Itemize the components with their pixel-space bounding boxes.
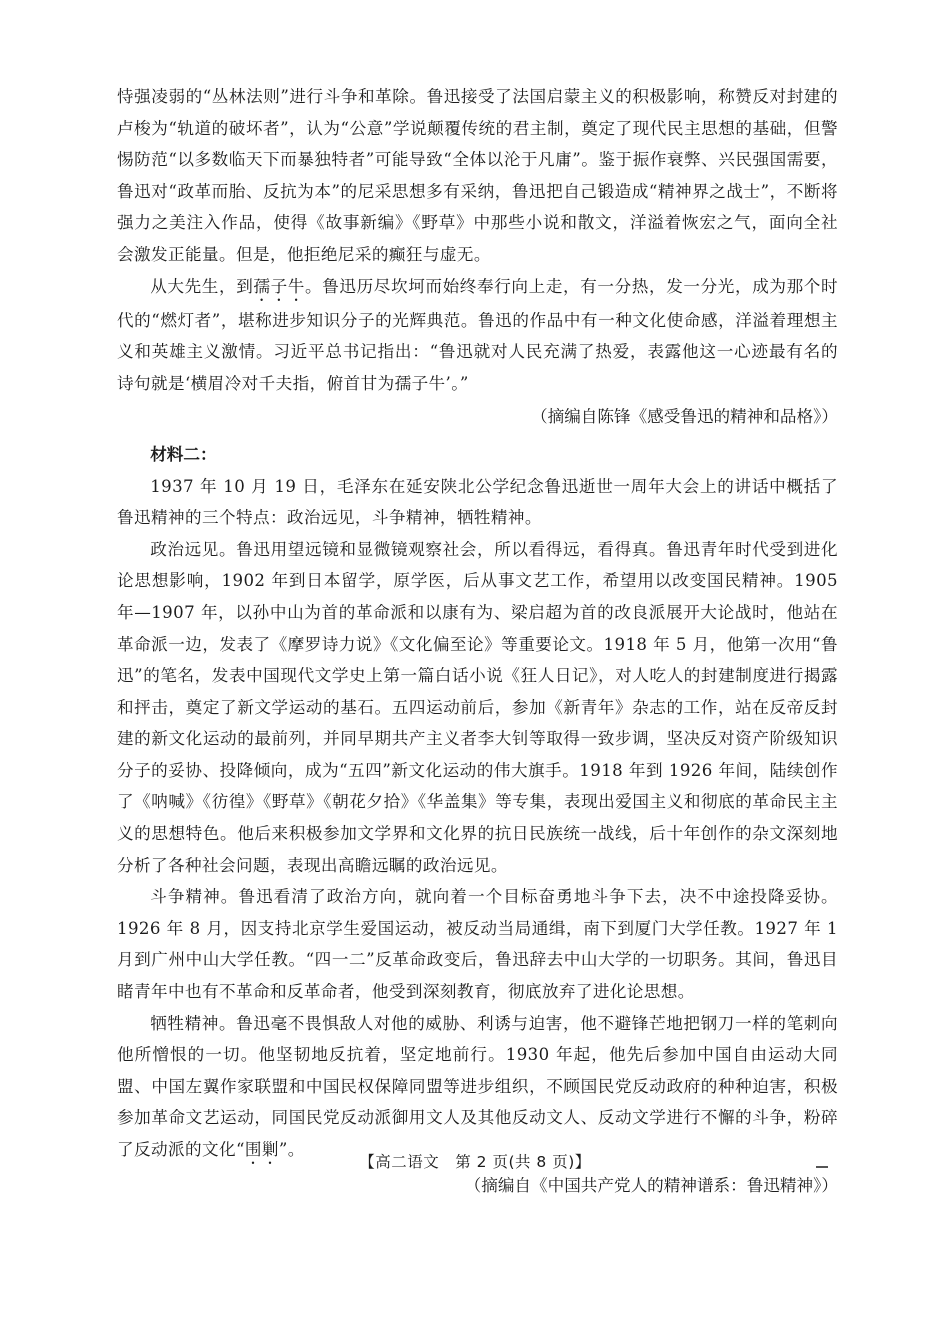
paragraph-sacrifice-lead: 牺牲精神。鲁迅毫不畏惧敌人对他的威胁、利诱与迫害，他不避锋芒地把钢刀一样的笔刺向他所憎恨的一切。他坚韧地反抗着，坚定地前行。1930 年起，他先后参加中国自由运动大同盟、中国左翼作家联盟和中国民权保障同盟等进步组织，不顾国民党反动政府的种种迫害，积极参加革命文艺运动，同国民党反动派御用文人及其他反动文人、反动文学进行不懈的斗争，粉碎了反动派的文化“ (117, 1013, 838, 1159)
material-two-paragraph-1: 1937 年 10 月 19 日，毛泽东在延安陕北公学纪念鲁迅逝世一周年大会上的讲话中概括了鲁迅精神的三个特点：政治远见，斗争精神，牺牲精神。 (117, 476, 838, 528)
material-one-source: （摘编自陈锋《感受鲁迅的精神和品格》） (531, 407, 838, 427)
material-two-paragraph-sacrifice-spirit (117, 1008, 838, 1168)
paragraph-2-lead: 从大先生，到 (150, 276, 254, 296)
material-one-paragraph-2 (117, 271, 838, 400)
scan-mark (816, 1166, 828, 1168)
material-two-paragraph-fighting-spirit: 斗争精神。鲁迅看清了政治方向，就向着一个目标奋勇地斗争下去，决不中途投降妥协。1926 年 8 月，因支持北京学生爱国运动，被反动当局通缉，南下到厦门大学任教。1927 年 1 月到广州中山大学任教。“四一二”反革命政变后，鲁迅辞去中山大学的一切职务。其间，鲁迅目睹青年中也有不革命和反革命者，他受到深刻教育，彻底放弃了进化论思想。 (117, 887, 838, 1002)
paragraph-2-body: 。鲁迅历尽坎坷而始终奉行向上走，有一分热，发一分光，成为那个时代的“燃灯者”，堪称进步知识分子的光辉典范。鲁迅的作品中有一种文化使命感，洋溢着理想主义和英雄主义激情。习近平总书记指出：“鲁迅就对人民充满了热爱，表露他这一心迹最有名的诗句就是‘横眉冷对千夫指，俯首甘为孺子牛’。” (117, 276, 838, 393)
paragraph-sacrifice-end: ”。 (278, 1140, 305, 1159)
material-two-paragraph-political-vision: 政治远见。鲁迅用望远镜和显微镜观察社会，所以看得远，看得真。鲁迅青年时代受到进化论思想影响，1902 年到日本留学，原学医，后从事文艺工作，希望用以改变国民精神。1905 年—1907 年，以孙中山为首的革命派和以康有为、梁启超为首的改良派展开大论战时，他站在革命派一边，发表了《摩罗诗力说》《文化偏至论》等重要论文。1918 年 5 月，他第一次用“鲁迅”的笔名，发表中国现代文学史上第一篇白话小说《狂人日记》，对人吃人的封建制度进行揭露和抨击，奠定了新文学运动的基石。五四运动前后，参加《新青年》杂志的工作，站在反帝反封建的新文化运动的最前列，并同早期共产主义者李大钊等取得一致步调，坚决反对资产阶级知识分子的妥协、投降倾向，成为“五四”新文化运动的伟大旗手。1918 年到 1926 年间，陆续创作了《呐喊》《彷徨》《野草》《朝花夕拾》《华盖集》等专集，表现出爱国主义和彻底的革命民主主义的思想特色。他后来积极参加文学界和文化界的抗日民族统一战线，后十年创作的杂文深刻地分析了各种社会问题，表现出高瞻远瞩的政治远见。 (117, 539, 838, 875)
page-footer: 【高二语文 第 2 页(共 8 页)】 (359, 1153, 591, 1171)
material-two-source: （摘编自《中国共产党人的精神谱系：鲁迅精神》） (464, 1176, 838, 1195)
emphasized-term-ruzi-niu: 孺子牛 (253, 276, 305, 296)
material-one-paragraph-1: 恃强凌弱的“丛林法则”进行斗争和革除。鲁迅接受了法国启蒙主义的积极影响，称赞反对封建的卢梭为“轨道的破坏者”，认为“公意”学说颠覆传统的君主制，奠定了现代民主思想的基础，但警惕防范“以多数临天下而暴独特者”可能导致“全体以沦于凡庸”。鉴于振作衰弊、兴民强国需要，鲁迅对“政革而胎、反抗为本”的尼采思想多有采纳，鲁迅把自己锻造成“精神界之战士”，不断将强力之美注入作品，使得《故事新编》《野草》中那些小说和散文，洋溢着恢宏之气，面向全社会激发正能量。但是，他拒绝尼采的癫狂与虚无。 (117, 87, 838, 264)
emphasized-term-weijiao: 围剿 (244, 1140, 279, 1159)
material-two-heading: 材料二： (150, 444, 217, 464)
